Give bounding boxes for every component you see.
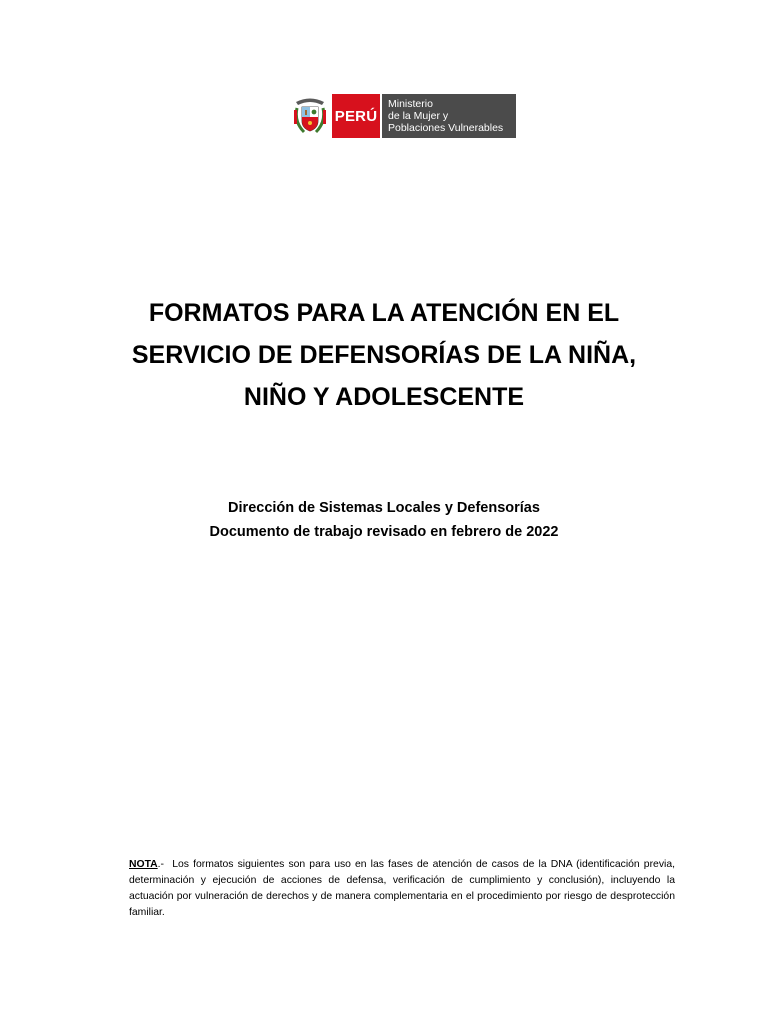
ministry-logo — [290, 94, 516, 138]
document-title — [120, 292, 648, 418]
title-line: NIÑO Y ADOLESCENTE — [243, 383, 525, 411]
footnote — [129, 857, 675, 921]
department-name: Dirección de Sistemas Locales y Defensorías — [228, 500, 540, 516]
peru-brand-block — [332, 94, 380, 138]
note-separator: .- — [157, 859, 165, 870]
ministry-line: Poblaciones Vulnerables — [388, 122, 504, 134]
title-line: FORMATOS PARA LA ATENCIÓN EN EL — [148, 299, 620, 327]
document-subtitle — [120, 496, 648, 544]
ministry-name-block — [380, 94, 516, 138]
ministry-line: de la Mujer y — [388, 110, 449, 122]
title-line: SERVICIO DE DEFENSORÍAS DE LA NIÑA, — [131, 341, 637, 369]
note-text: Los formatos siguientes son para uso en las fases de atención de casos de la DNA (identificación previa, determinación y ejecución de acciones de defensa, verificación de cumplimiento y conclusión), incluyendo la actuación por vulneración de derechos y de manera complementaria en el procedimiento por riesgo de desprotección familiar. — [129, 859, 675, 918]
coat-of-arms-icon — [290, 94, 330, 138]
ministry-line: Ministerio — [388, 98, 433, 110]
revision-note: Documento de trabajo revisado en febrero de 2022 — [209, 524, 559, 540]
country-name: PERÚ — [334, 107, 378, 125]
note-label: NOTA — [129, 859, 158, 870]
